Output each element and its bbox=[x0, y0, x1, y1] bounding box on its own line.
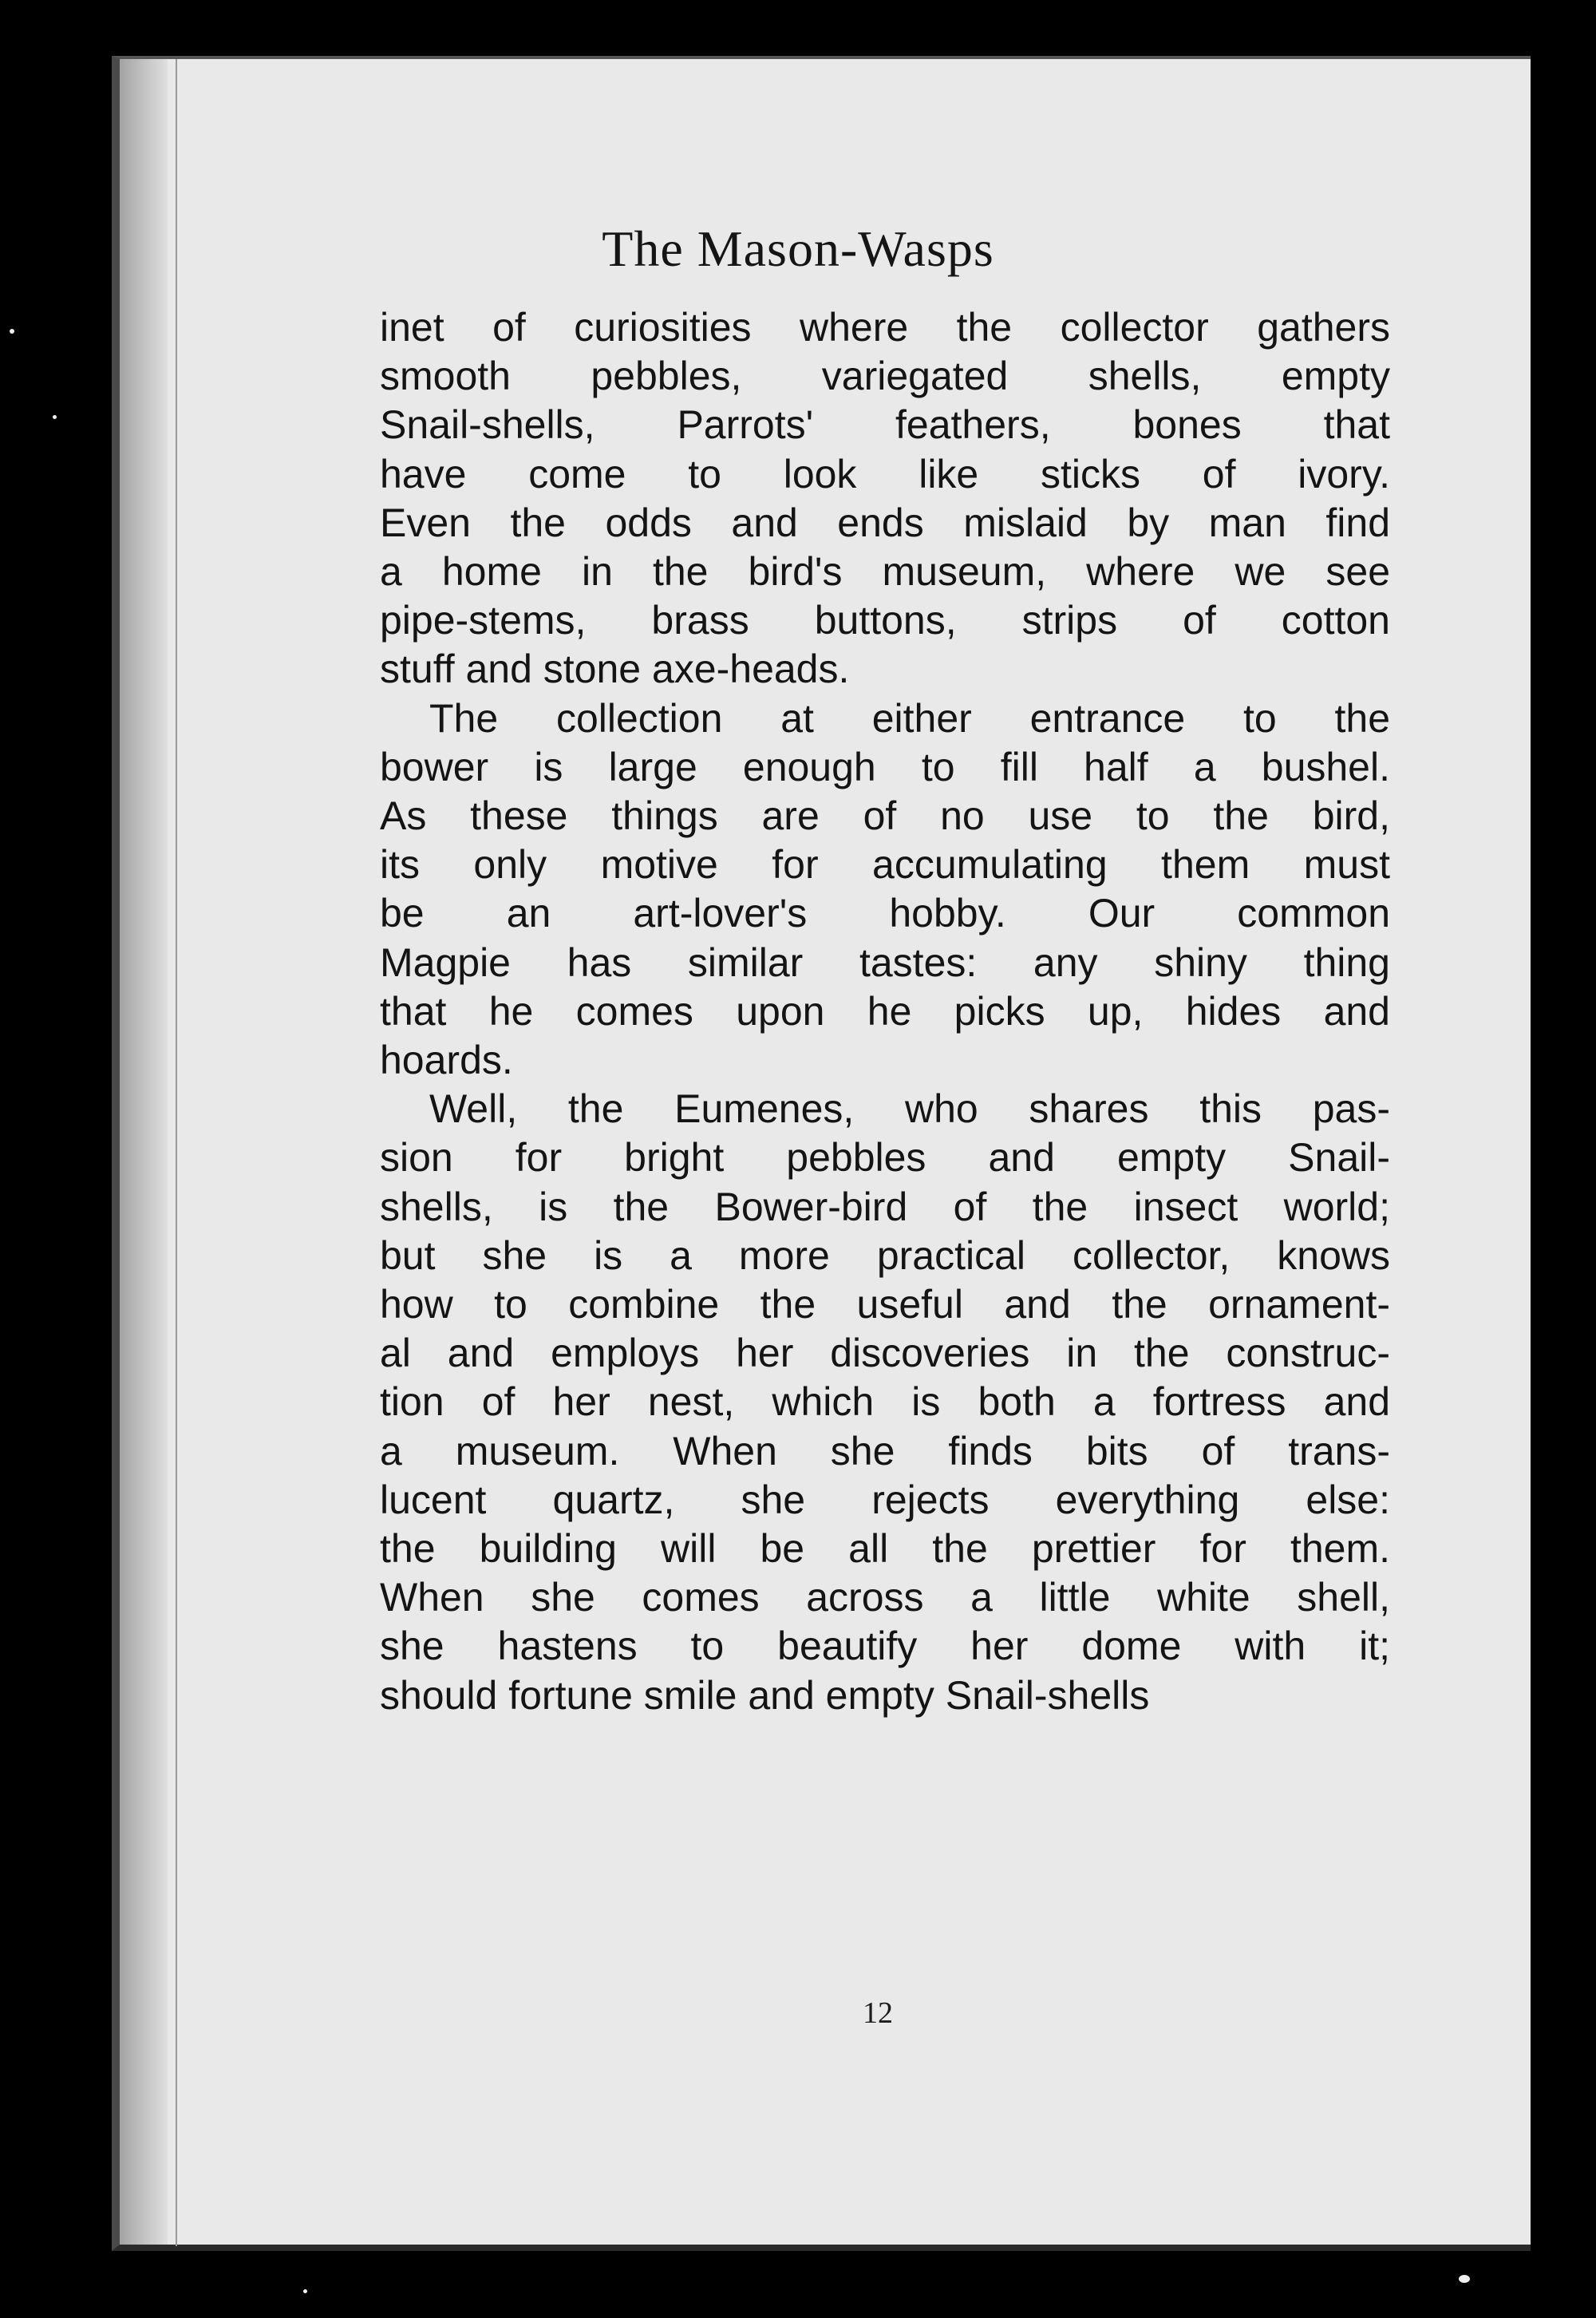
page-number: 12 bbox=[863, 1996, 893, 2030]
text-line: When she comes across a little white shell, bbox=[380, 1575, 1390, 1620]
text-line: bower is large enough to fill half a bushel. bbox=[380, 744, 1390, 789]
text-line: shells, is the Bower-bird of the insect world; bbox=[380, 1184, 1390, 1229]
text-line: The collection at either entrance to the bbox=[429, 695, 1390, 741]
text-line: Even the odds and ends mislaid by man find bbox=[380, 500, 1390, 545]
text-line: stuff and stone axe-heads. bbox=[380, 647, 850, 692]
text-line: its only motive for accumulating them must bbox=[380, 842, 1390, 888]
text-line: have come to look like sticks of ivory. bbox=[380, 451, 1390, 496]
text-line: smooth pebbles, variegated shells, empty bbox=[380, 354, 1390, 399]
page-gutter-shadow bbox=[120, 59, 168, 2245]
paragraph bbox=[380, 303, 1390, 694]
text-line: inet of curiosities where the collector gathers bbox=[380, 305, 1390, 350]
text-line: pipe-stems, brass buttons, strips of cotton bbox=[380, 598, 1390, 643]
text-line: As these things are of no use to the bird, bbox=[380, 793, 1390, 839]
text-line: that he comes upon he picks up, hides and bbox=[380, 988, 1390, 1034]
text-line: lucent quartz, she rejects everything else: bbox=[380, 1477, 1390, 1522]
text-line: be an art-lover's hobby. Our common bbox=[380, 891, 1390, 936]
dust-speck bbox=[1459, 2275, 1470, 2283]
paragraph bbox=[380, 1085, 1390, 1720]
text-line: the building will be all the prettier for them. bbox=[380, 1526, 1390, 1572]
text-line: tion of her nest, which is both a fortress and bbox=[380, 1379, 1390, 1425]
running-head: The Mason-Wasps bbox=[602, 220, 994, 277]
dust-speck bbox=[10, 329, 14, 334]
text-line: sion for bright pebbles and empty Snail- bbox=[380, 1135, 1390, 1181]
text-line: a museum. When she finds bits of trans- bbox=[380, 1428, 1390, 1473]
dust-speck bbox=[53, 415, 57, 419]
dust-speck bbox=[303, 2289, 307, 2293]
text-line: hoards. bbox=[380, 1038, 513, 1083]
text-line: Snail-shells, Parrots' feathers, bones that bbox=[380, 402, 1390, 448]
paragraph bbox=[380, 694, 1390, 1086]
text-line: she hastens to beautify her dome with it; bbox=[380, 1624, 1390, 1669]
text-line: but she is a more practical collector, knows bbox=[380, 1232, 1390, 1278]
text-line: al and employs her discoveries in the construc- bbox=[380, 1331, 1390, 1376]
text-line: should fortune smile and empty Snail-shells bbox=[380, 1672, 1150, 1718]
text-line: a home in the bird's museum, where we see bbox=[380, 549, 1390, 595]
text-line: how to combine the useful and the ornament- bbox=[380, 1282, 1390, 1327]
text-line: Well, the Eumenes, who shares this pas- bbox=[429, 1086, 1390, 1132]
text-line: Magpie has similar tastes: any shiny thing bbox=[380, 939, 1390, 985]
page-inner-rule bbox=[176, 59, 177, 2246]
body-text bbox=[380, 303, 1390, 1720]
